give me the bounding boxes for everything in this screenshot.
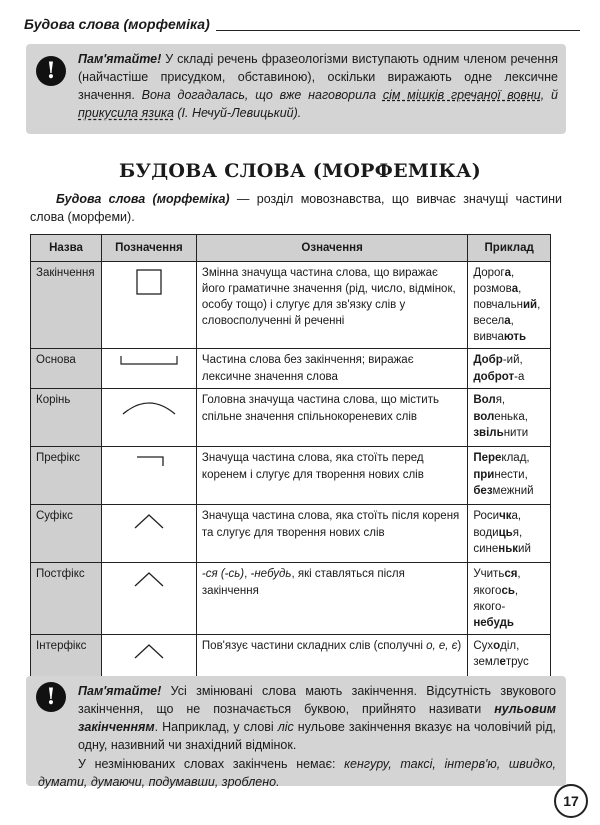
stem-bracket-symbol xyxy=(102,349,197,389)
row-name: Суфікс xyxy=(31,505,102,563)
exclamation-icon: ! xyxy=(36,682,66,712)
phraseologism-1: сім мішків гречаної вовни xyxy=(382,88,541,103)
row-name: Корінь xyxy=(31,389,102,447)
row-definition: Головна значуща частина слова, що містить спільне значення спільнокореневих слів xyxy=(196,389,467,447)
section-title: БУДОВА СЛОВА (МОРФЕМІКА) xyxy=(118,160,482,182)
table-row xyxy=(31,262,551,349)
row-example: Учиться, якогось, якого-небудь xyxy=(468,563,551,634)
table-row xyxy=(31,447,551,505)
row-example: Суходіл, землетрус xyxy=(468,634,551,676)
ending-square-symbol xyxy=(102,262,197,349)
note-lead: Пам'ятайте! xyxy=(78,52,162,66)
row-example: Росичка, водицья, синенький xyxy=(468,505,551,563)
phraseologism-2: прикусила язика xyxy=(78,106,174,121)
row-example: Переклад, принести, безмежний xyxy=(468,447,551,505)
root-arc-symbol xyxy=(102,389,197,447)
morpheme-table xyxy=(30,234,551,677)
table-row xyxy=(31,389,551,447)
definition-paragraph: Будова слова (морфеміка) — розділ мовознавства, що вивчає значущі частини слова (морфеми). xyxy=(30,192,562,225)
row-example: Воля, воленька, звільнити xyxy=(468,389,551,447)
definition-term: Будова слова (морфеміка) xyxy=(56,192,230,206)
header-title: Будова слова (морфеміка) xyxy=(24,16,210,32)
note-example: Вона догадалась, що вже наговорила xyxy=(141,88,383,103)
row-definition: Значуща частина слова, яка стоїть перед коренем і слугує для творення нових слів xyxy=(196,447,467,505)
col-header-symbol: Позначення xyxy=(102,235,197,262)
running-header xyxy=(24,14,580,34)
row-example: Дорога, розмова, повчальний, весела, вивчають xyxy=(468,262,551,349)
col-header-name: Назва xyxy=(31,235,102,262)
exclamation-icon: ! xyxy=(36,56,66,86)
row-definition: -ся (-сь), -небудь, які ставляться після закінчення xyxy=(196,563,467,634)
row-definition: Змінна значуща частина слова, що виражає його граматичне значення (рід, число, відмінок, особу тощо) і слугує для зв'язку слів у словосполученні й реченні xyxy=(196,262,467,349)
postfix-caret-symbol xyxy=(102,563,197,634)
row-name: Постфікс xyxy=(31,563,102,634)
note-text: У складі речень фразеологізми виступають одним членом речення (найчастіше присудком, обставиною), оскільки виражають одне лексичне значення. xyxy=(78,52,558,103)
page-number: 17 xyxy=(554,784,588,818)
col-header-definition: Означення xyxy=(196,235,467,262)
interfix-caret-symbol xyxy=(102,634,197,676)
row-definition: Частина слова без закінчення; виражає лексичне значення слова xyxy=(196,349,467,389)
remember-note-1: ! Пам'ятайте! У складі речень фразеологізми виступають одним членом речення (найчастіше присудком, обставиною), оскільки виражають одне лексичне значення. Вона догадалась, що вже наговорила сім мішків гречаної вовни, й прикусила язика (І. Нечуй-Левицький). xyxy=(26,44,566,134)
col-header-example: Приклад xyxy=(468,235,551,262)
header-rule xyxy=(216,30,580,31)
table-header-row xyxy=(31,235,551,262)
row-name: Префікс xyxy=(31,447,102,505)
row-definition: Значуща частина слова, яка стоїть після кореня та слугує для творення нових слів xyxy=(196,505,467,563)
row-name: Закінчення xyxy=(31,262,102,349)
table-row xyxy=(31,563,551,634)
row-example: Добр-ий, доброт-а xyxy=(468,349,551,389)
remember-note-2 xyxy=(26,676,566,789)
note2-paragraph-2: У незмінюваних словах закінчень немає: кенгуру, таксі, інтерв'ю, швидко, думати, думаючи, подумавши, зроблено. xyxy=(38,756,556,789)
suffix-caret-symbol xyxy=(102,505,197,563)
table-row xyxy=(31,505,551,563)
prefix-corner-symbol xyxy=(102,447,197,505)
table-row xyxy=(31,634,551,676)
row-name: Основа xyxy=(31,349,102,389)
table-row xyxy=(31,349,551,389)
citation: (І. Нечуй-Левицький). xyxy=(173,106,302,121)
row-definition: Пов'язує частини складних слів (сполучні о, е, є) xyxy=(196,634,467,676)
note2-paragraph-1: Пам'ятайте! Усі змінювані слова мають закінчення. Відсутність звукового закінчення, що не позначається буквою, прийнято називати нульовим закінченням. Наприклад, у слові ліс нульове закінчення вказує на чоловічий рід, одну, називний чи знахідний відмінок. xyxy=(78,684,556,753)
row-name: Інтерфікс xyxy=(31,634,102,676)
